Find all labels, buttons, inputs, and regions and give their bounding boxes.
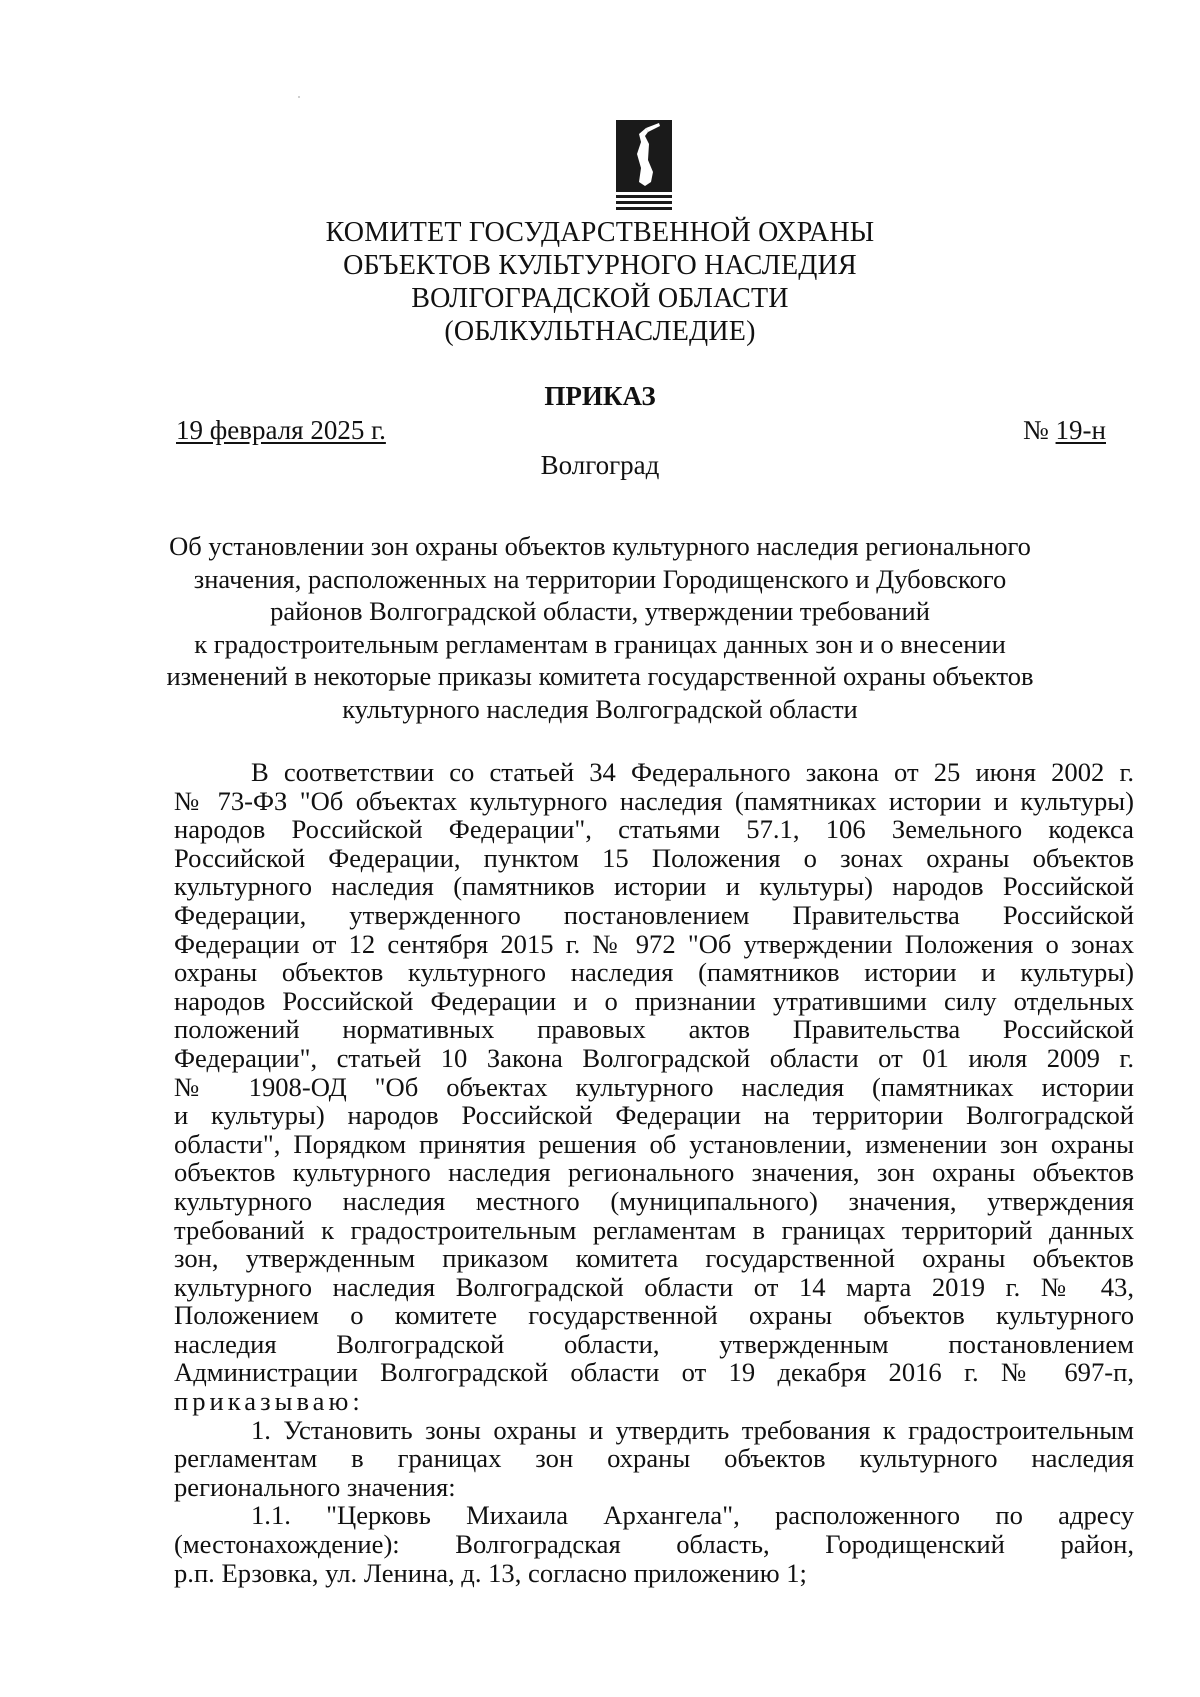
body-line: культурного наследия (памятников истории и культуры) народов Российской: [174, 871, 1134, 902]
body-line: культурного наследия Волгоградской области от 14 марта 2019 г. № 43,: [174, 1271, 1134, 1302]
body-line: Федерации", статьей 10 Закона Волгоградской области от 01 июля 2009 г.: [174, 1042, 1134, 1073]
body-line: (местонахождение): Волгоградская область, Городищенский район,: [174, 1529, 1134, 1560]
number-value: 19-н: [1055, 415, 1106, 445]
title-line: к градостроительным регламентам в границах данных зон и о внесении: [194, 628, 1006, 659]
body-line: зон, утвержденным приказом комитета государственной охраны объектов: [174, 1243, 1134, 1274]
body-line: области", Порядком принятия решения об установлении, изменении зон охраны: [174, 1128, 1134, 1159]
organization-name: [300, 216, 900, 348]
body-line: регламентам в границах зон охраны объектов культурного наследия: [174, 1443, 1134, 1474]
body-line: Администрации Волгоградской области от 19 декабря 2016 г. № 697-п,: [174, 1357, 1134, 1388]
title-line: значения, расположенных на территории Городищенского и Дубовского: [193, 563, 1007, 594]
title-line: культурного наследия Волгоградской области: [342, 693, 858, 724]
organization-line: КОМИТЕТ ГОСУДАРСТВЕННОЙ ОХРАНЫ: [325, 217, 875, 248]
title-line: изменений в некоторые приказы комитета государственной охраны объектов: [166, 661, 1034, 691]
body-line: 1. Установить зоны охраны и утвердить требования к градостроительным: [251, 1414, 1134, 1445]
body-line: Российской Федерации, пунктом 15 Положения о зонах охраны объектов: [174, 842, 1134, 873]
body-line: Положением о комитете государственной охраны объектов культурного: [174, 1300, 1134, 1331]
body-line: № 73-ФЗ "Об объектах культурного наследия (памятниках истории и культуры): [174, 785, 1134, 816]
organization-line: (ОБЛКУЛЬТНАСЛЕДИЕ): [444, 316, 756, 347]
body-line: культурного наследия местного (муниципального) значения, утверждения: [174, 1185, 1134, 1216]
document-title: [150, 530, 1050, 725]
body-line: Федерации от 12 сентября 2015 г. № 972 "Об утверждении Положения о зонах: [174, 928, 1134, 959]
body-line: объектов культурного наследия регионального значения, зон охраны объектов: [174, 1157, 1134, 1188]
document-type: ПРИКАЗ: [544, 381, 656, 411]
body-line: 1.1. "Церковь Михаила Архангела", расположенного по адресу: [251, 1500, 1134, 1531]
organization-line: ОБЪЕКТОВ КУЛЬТУРНОГО НАСЛЕДИЯ: [343, 250, 857, 281]
body-line: № 1908-ОД "Об объектах культурного наследия (памятниках истории: [174, 1071, 1134, 1102]
organization-line: ВОЛГОГРАДСКОЙ ОБЛАСТИ: [411, 283, 789, 314]
body-line-decree: приказываю:: [174, 1386, 364, 1417]
document-date: 19 февраля 2025 г.: [176, 415, 386, 445]
document-body: [174, 758, 1134, 1587]
body-line: Федерации, утвержденного постановлением Правительства Российской: [174, 899, 1134, 930]
body-line: и культуры) народов Российской Федерации на территории Волгоградской: [174, 1100, 1134, 1131]
document-number: [1023, 415, 1106, 445]
body-line: положений нормативных правовых актов Правительства Российской: [174, 1014, 1134, 1045]
number-prefix: №: [1023, 415, 1056, 445]
document-city: Волгоград: [540, 450, 660, 480]
body-line: народов Российской Федерации", статьями 57.1, 106 Земельного кодекса: [174, 814, 1134, 845]
volgograd-coat-of-arms-icon: [615, 120, 673, 212]
title-line: районов Волгоградской области, утверждении требований: [270, 596, 930, 626]
scan-artifact: [298, 96, 300, 98]
body-line: р.п. Ерзовка, ул. Ленина, д. 13, согласно приложению 1;: [174, 1557, 807, 1588]
body-line: требований к градостроительным регламентам в границах территорий данных: [174, 1214, 1134, 1245]
body-line: наследия Волгоградской области, утвержденным постановлением: [174, 1328, 1134, 1359]
body-line: регионального значения:: [174, 1471, 456, 1502]
title-line: Об установлении зон охраны объектов культурного наследия регионального: [169, 531, 1031, 561]
body-line: В соответствии со статьей 34 Федерального закона от 25 июня 2002 г.: [251, 757, 1134, 787]
body-line: народов Российской Федерации и о признании утратившими силу отдельных: [174, 985, 1134, 1016]
body-line: охраны объектов культурного наследия (памятников истории и культуры): [174, 957, 1134, 988]
